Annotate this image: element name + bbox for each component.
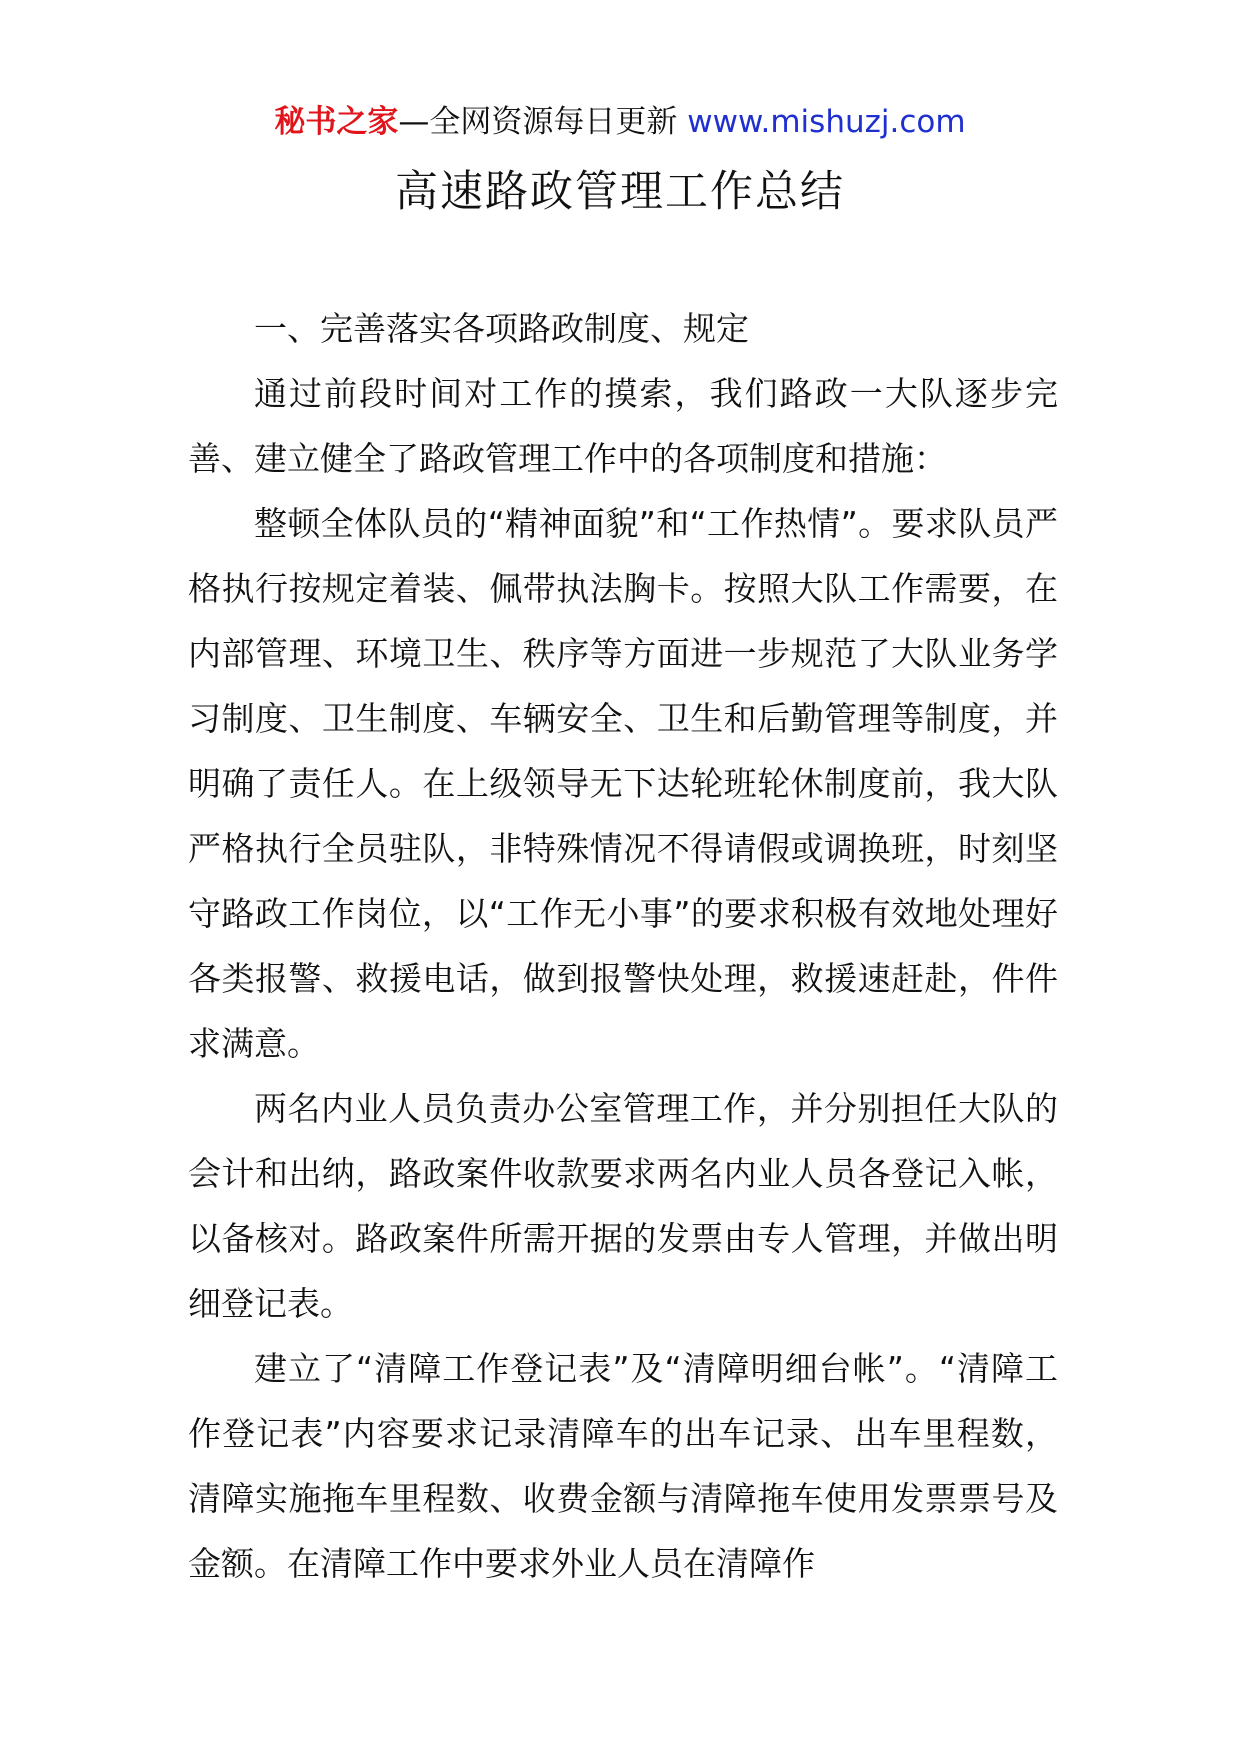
section-heading: 一、完善落实各项路政制度、规定	[254, 309, 749, 348]
body-paragraph: 通过前段时间对工作的摸索，我们路政一大队逐步完善、建立健全了路政管理工作中的各项制度和措施：	[188, 374, 1058, 478]
body-paragraph: 整顿全体队员的“精神面貌”和“工作热情”。要求队员严格执行按规定着装、佩带执法胸卡。按照大队工作需要，在内部管理、环境卫生、秩序等方面进一步规范了大队业务学习制度、卫生制度、车辆安全、卫生和后勤管理等制度，并明确了责任人。在上级领导无下达轮班轮休制度前，我大队严格执行全员驻队，非特殊情况不得请假或调换班，时刻坚守路政工作岗位，以“工作无小事”的要求积极有效地处理好各类报警、救援电话，做到报警快处理，救援速赶赴，件件求满意。	[188, 504, 1058, 1063]
site-tagline: —全网资源每日更新	[398, 104, 688, 140]
document-title: 高速路政管理工作总结	[395, 167, 845, 217]
site-brand: 秘书之家	[274, 104, 399, 140]
body-paragraph: 建立了“清障工作登记表”及“清障明细台帐”。“清障工作登记表”内容要求记录清障车的出车记录、出车里程数，清障实施拖车里程数、收费金额与清障拖车使用发票票号及金额。在清障工作中要求外业人员在清障作	[188, 1349, 1058, 1583]
site-header	[0, 100, 1240, 144]
document-body	[188, 296, 1058, 1596]
body-paragraph: 两名内业人员负责办公室管理工作，并分别担任大队的会计和出纳，路政案件收款要求两名内业人员各登记入帐，以备核对。路政案件所需开据的发票由专人管理，并做出明细登记表。	[188, 1089, 1058, 1323]
site-url-link[interactable]: www.mishuzj.com	[687, 104, 966, 140]
